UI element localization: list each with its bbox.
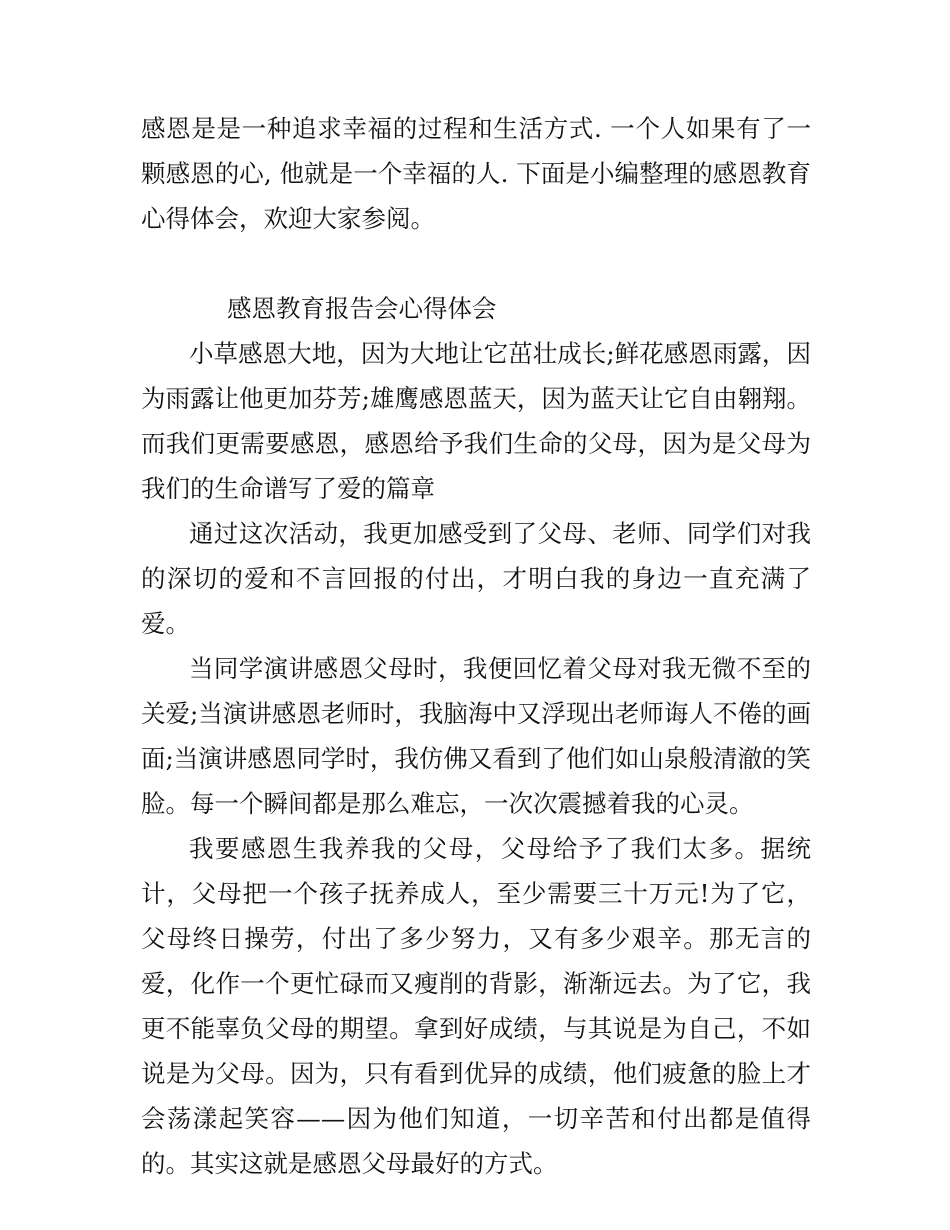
- section-heading: 感恩教育报告会心得体会: [227, 294, 497, 323]
- body-paragraph-4: 我要感恩生我养我的父母，父母给予了我们太多。据统计，父母把一个孩子抚养成人，至少需要三十万元!为了它，父母终日操劳，付出了多少努力，又有多少艰辛。那无言的爱，化作一个更忙碌而又瘦削的背影，渐渐远去。为了它，我更不能辜负父母的期望。拿到好成绩，与其说是为自己，不如说是为父母。因为，只有看到优异的成绩，他们疲惫的脸上才会荡漾起笑容——因为他们知道，一切辛苦和付出都是值得的。其实这就是感恩父母最好的方式。: [141, 834, 811, 1178]
- body-paragraph-3: 当同学演讲感恩父母时，我便回忆着父母对我无微不至的关爱;当演讲感恩老师时，我脑海中又浮现出老师诲人不倦的画面;当演讲感恩同学时，我仿佛又看到了他们如山泉般清澈的笑脸。每一个瞬间都是那么难忘，一次次震撼着我的心灵。: [141, 654, 811, 818]
- document-body: [141, 106, 811, 1186]
- intro-paragraph: 感恩是是一种追求幸福的过程和生活方式. 一个人如果有了一颗感恩的心, 他就是一个幸福的人. 下面是小编整理的感恩教育心得体会，欢迎大家参阅。: [141, 114, 811, 233]
- body-paragraph-2: 通过这次活动，我更加感受到了父母、老师、同学们对我的深切的爱和不言回报的付出，才明白我的身边一直充满了爱。: [141, 519, 811, 638]
- body-paragraph-1: 小草感恩大地，因为大地让它茁壮成长;鲜花感恩雨露，因为雨露让他更加芬芳;雄鹰感恩蓝天，因为蓝天让它自由翱翔。而我们更需要感恩，感恩给予我们生命的父母，因为是父母为我们的生命谱写了爱的篇章: [141, 339, 811, 503]
